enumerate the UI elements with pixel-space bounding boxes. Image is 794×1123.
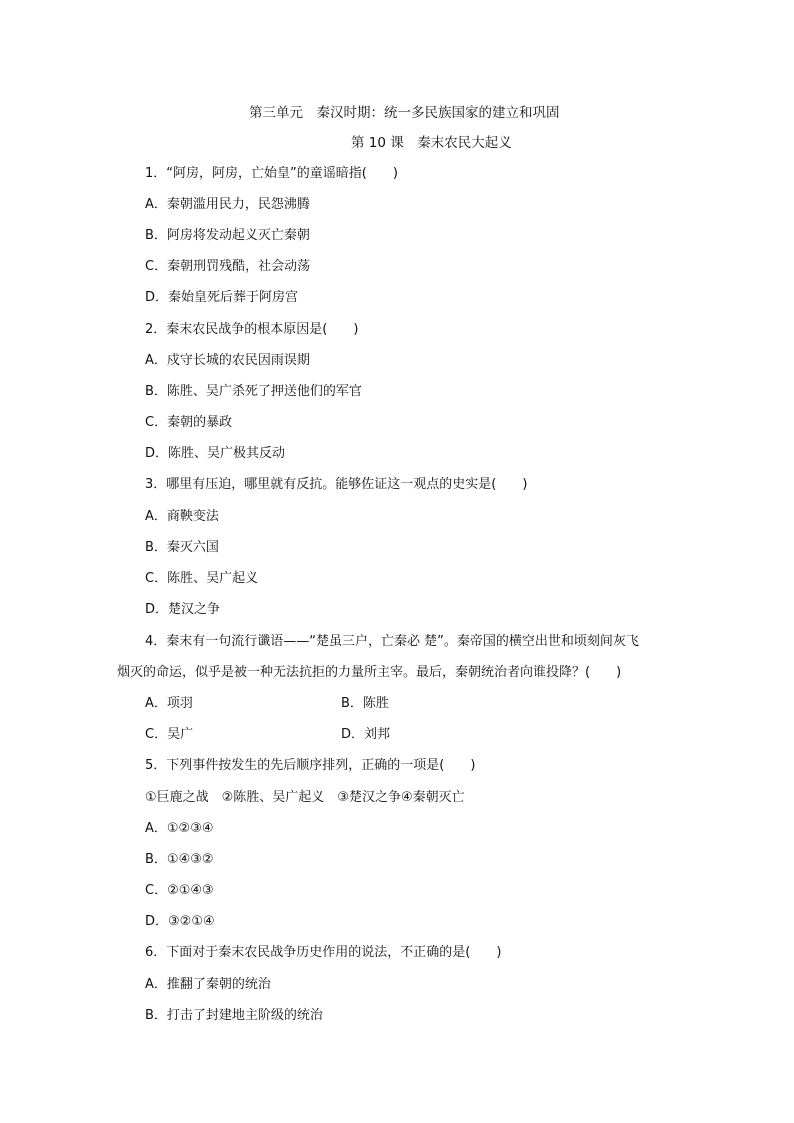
question-5-events: ①巨鹿之战 ②陈胜、吴广起义 ③楚汉之争④秦朝灭亡 [145,790,465,805]
question-2-option-c: C．秦朝的暴政 [145,415,233,430]
question-5-option-a: A．①②③④ [145,821,214,836]
lesson-title: 第 10 课 秦末农民大起义 [351,135,512,151]
question-2-option-a: A．戍守长城的农民因雨误期 [145,353,310,368]
question-1-option-b: B．阿房将发动起义灭亡秦朝 [145,228,310,243]
question-1-option-a: A．秦朝滥用民力，民怨沸腾 [145,197,310,212]
question-4-stem: 4．秦末有一句流行谶语——“楚虽三户，亡秦必 楚”。秦帝国的横空出世和顷刻间灰飞 [145,634,639,649]
question-5-option-c: C．②①④③ [145,883,214,898]
question-5-stem: 5．下列事件按发生的先后顺序排列，正确的一项是( ) [145,758,476,773]
question-2-option-d: D．陈胜、吴广极其反动 [145,446,286,461]
question-3-option-d: D．楚汉之争 [145,602,221,617]
question-1-option-d: D．秦始皇死后葬于阿房宫 [145,290,299,305]
question-4-stem-continued: 烟灭的命运，似乎是被一种无法抗拒的力量所主宰。最后，秦朝统治者向谁投降？( ) [117,665,622,680]
question-5-option-d: D．③②①④ [145,914,215,929]
question-6-option-a: A．推翻了秦朝的统治 [145,977,271,992]
question-1-option-c: C．秦朝刑罚残酷，社会动荡 [145,259,311,274]
question-4-option-a: A．项羽 [145,696,193,711]
question-4-option-c: C．吴广 [145,727,194,742]
question-2-stem: 2．秦末农民战争的根本原因是( ) [145,322,359,337]
question-6-stem: 6．下面对于秦末农民战争历史作用的说法，不正确的是( ) [145,945,502,960]
question-4-option-b: B．陈胜 [341,696,389,711]
question-5-option-b: B．①④③② [145,852,214,867]
question-3-option-a: A．商鞅变法 [145,509,219,524]
question-3-option-b: B．秦灭六国 [145,540,219,555]
question-1-stem: 1．“阿房，阿房，亡始皇”的童谣暗指( ) [145,166,398,181]
unit-title: 第三单元 秦汉时期：统一多民族国家的建立和巩固 [249,105,560,121]
question-6-option-b: B．打击了封建地主阶级的统治 [145,1008,323,1023]
question-3-option-c: C．陈胜、吴广起义 [145,571,259,586]
question-2-option-b: B．陈胜、吴广杀死了押送他们的军官 [145,384,362,399]
question-3-stem: 3．哪里有压迫，哪里就有反抗。能够佐证这一观点的史实是( ) [145,477,528,492]
question-4-option-d: D．刘邦 [341,727,391,742]
